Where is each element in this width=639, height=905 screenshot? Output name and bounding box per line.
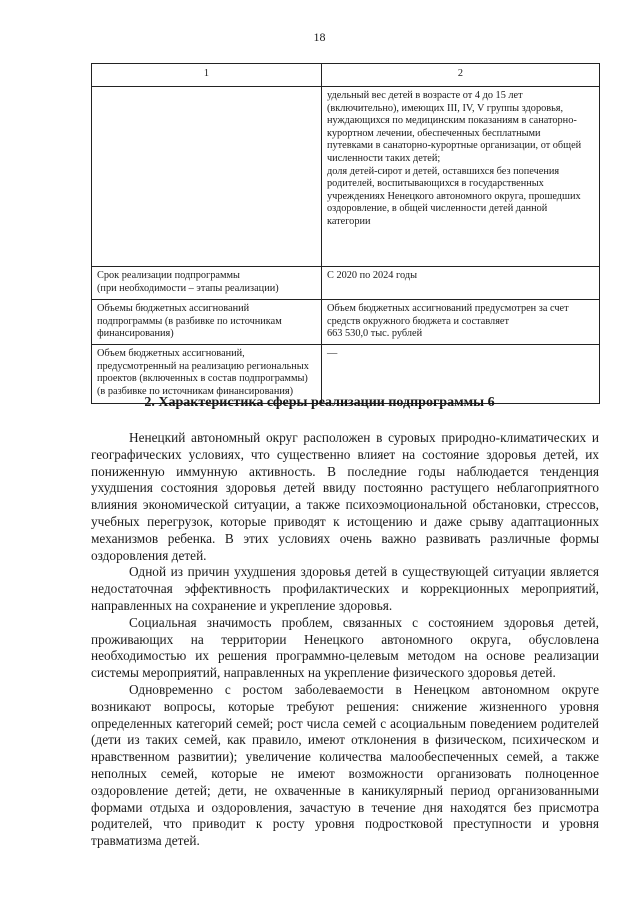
row-label: [92, 300, 322, 345]
value-line: доля детей-сирот и детей, оставшихся без попечения: [327, 165, 560, 177]
value-line: Объем бюджетных ассигнований предусмотрен за счет: [327, 303, 569, 314]
label-line: Объемы бюджетных ассигнований: [97, 303, 250, 314]
paragraph: Одновременно с ростом заболеваемости в Ненецком автономном округе возникают вопросы, которые требуют решения: снижение жизненного уровня определенных категорий семей; рост числа семей с асоциальным поведением родителей (дети из таких семей, как правило, имеют отклонения в физическом, психическом и нравственном развитии); увеличение количества малообеспеченных семей, а также неполных семей, которые не имеют возможности организовать полноценное оздоровление детей; дети, не охваченные в каникулярный период организованными формами отдыха и оздоровления, зачастую в течение дня находятся без присмотра родителей, что приводит к росту уровня подростковой преступности и уровня травматизма детей.: [91, 681, 599, 849]
label-line: Срок реализации подпрограммы: [97, 270, 240, 281]
table-row-budget: [92, 300, 600, 345]
value-line: оздоровление, в общей численности детей данной: [327, 203, 548, 215]
label-line: Объем бюджетных ассигнований,: [97, 348, 245, 359]
label-line: проектов (включенных в состав подпрограммы): [97, 373, 308, 385]
value-line: —: [327, 348, 338, 359]
row-value: [322, 87, 600, 267]
label-line: финансирования): [97, 328, 174, 340]
paragraph: Одной из причин ухудшения здоровья детей в существующей ситуации является недостаточная эффективность профилактических и коррекционных мероприятий, направленных на сохранение и укрепление здоровья.: [91, 564, 599, 613]
label-line: (при необходимости – этапы реализации): [97, 282, 279, 294]
value-line: численности таких детей;: [327, 152, 441, 164]
page-number: 18: [313, 30, 326, 44]
value-line: родителей, воспитывающихся в государственных: [327, 178, 544, 190]
section-body: [91, 430, 599, 850]
column-header-2: 2: [322, 64, 600, 87]
value-line: средств окружного бюджета и составляет: [327, 315, 510, 327]
paragraph: Социальная значимость проблем, связанных с состоянием здоровья детей, проживающих на территории Ненецкого автономного округа, обусловлена необходимостью их решения программно-целевым методом на основе реализации системы мероприятий, направленных на укрепление физического здоровья детей.: [91, 614, 599, 681]
value-line: удельный вес детей в возрасте от 4 до 15 лет: [327, 90, 523, 101]
table-row-term: [92, 267, 600, 300]
label-line: подпрограммы (в разбивке по источникам: [97, 315, 282, 327]
row-label: [92, 87, 322, 267]
value-line: 663 530,0 тыс. рублей: [327, 328, 423, 340]
value-line: С 2020 по 2024 годы: [327, 270, 417, 281]
table-header-row: [92, 64, 600, 87]
value-line: курортном лечении, обеспеченных бесплатными: [327, 127, 541, 139]
value-line: (включительно), имеющих III, IV, V группы здоровья,: [327, 102, 564, 114]
paragraph: Ненецкий автономный округ расположен в суровых природно-климатических и географических условиях, что существенно влияет на состояние здоровья детей, их пониженную иммунную активность. В последние годы наблюдается тенденция ухудшения состояния здоровья детей ввиду постоянно растущего неблагоприятного влияния экономической ситуации, а также психоэмоциональной обстановки, стрессов, учебных перегрузок, которые приводят к истощению и даже срыву адаптационных механизмов ребенка. В этих условиях очень важно развивать различные формы оздоровления детей.: [91, 430, 599, 563]
value-line: путевками в санаторно-курортные организации, от общей: [327, 140, 582, 152]
row-label: [92, 267, 322, 300]
value-line: учреждениях Ненецкого автономного округа, прошедших: [327, 190, 581, 202]
value-line: нуждающихся по медицинским показаниям в санаторно-: [327, 115, 577, 127]
subprogram-passport-table: [91, 63, 600, 404]
column-header-1: 1: [92, 64, 322, 87]
value-line: категории: [327, 215, 371, 227]
table-row-indicators: [92, 87, 600, 267]
label-line: (в разбивке по источникам финансирования): [97, 385, 294, 397]
row-value: [322, 267, 600, 300]
row-value: [322, 300, 600, 345]
label-line: предусмотренный на реализацию региональных: [97, 360, 309, 372]
section-heading: 2. Характеристика сферы реализации подпрограммы 6: [144, 395, 495, 410]
